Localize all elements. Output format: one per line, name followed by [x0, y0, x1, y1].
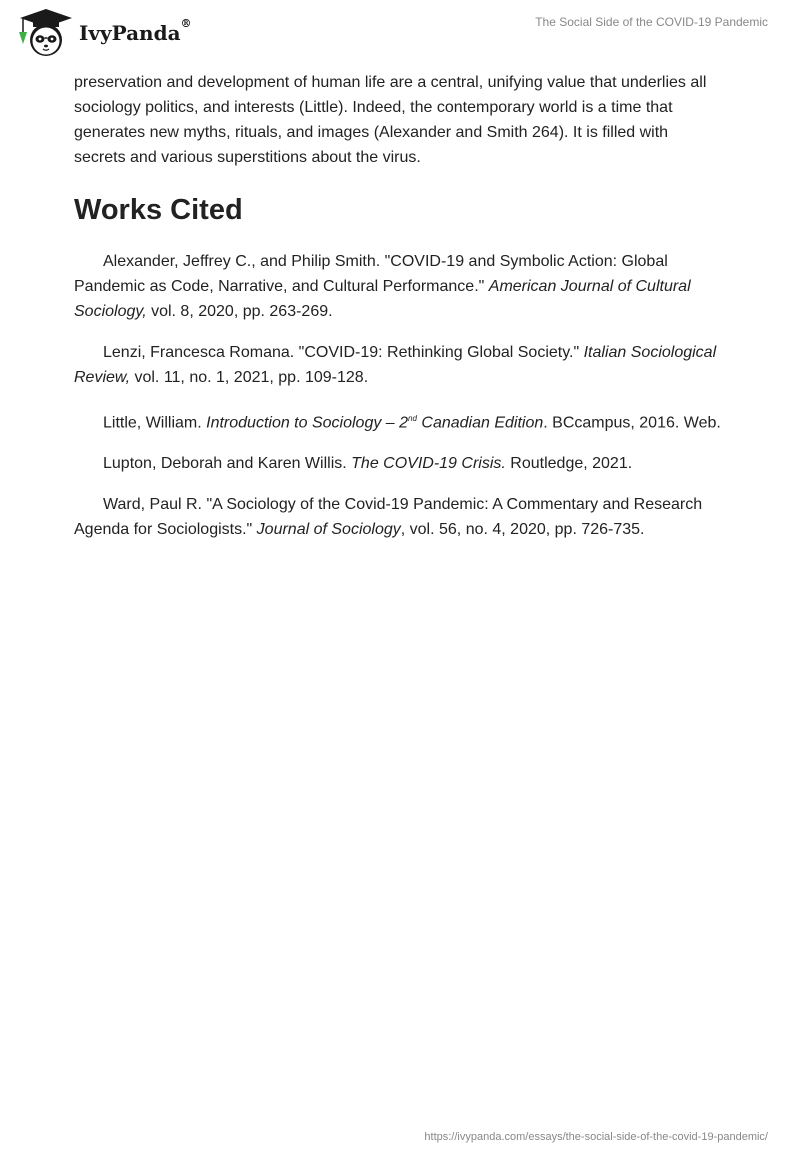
reference-entry: Ward, Paul R. "A Sociology of the Covid-19 Pandemic: A Commentary and Research Agenda for Sociologists." Journal of Sociology, vol. 56, no. 4, 2020, pp. 726-735.: [74, 496, 703, 539]
body-paragraph: preservation and development of human life are a central, unifying value that underlies all sociology politics, and interests (Little). Indeed, the contemporary world is a time that generates new myths, rituals, and images (Alexander and Smith 264). It is filled with secrets and various superstitions about the virus.: [74, 74, 707, 166]
reference-entry: Lenzi, Francesca Romana. "COVID-19: Rethinking Global Society." Italian Sociological Review, vol. 11, no. 1, 2021, pp. 109-128.: [74, 344, 717, 386]
panda-graduate-icon: [14, 8, 76, 58]
works-cited-heading: Works Cited: [74, 194, 243, 226]
reference-entry: Lupton, Deborah and Karen Willis. The COVID-19 Crisis. Routledge, 2021.: [103, 455, 633, 473]
logo-wordmark: IvyPanda®: [79, 17, 192, 45]
reference-entry: Little, William. Introduction to Sociology – 2nd Canadian Edition. BCcampus, 2016. Web.: [103, 414, 721, 432]
source-url-link[interactable]: https://ivypanda.com/essays/the-social-side-of-the-covid-19-pandemic/: [424, 1131, 768, 1143]
reference-entry: Alexander, Jeffrey C., and Philip Smith. "COVID-19 and Symbolic Action: Global Pandemic as Code, Narrative, and Cultural Performance." American Journal of Cultural Sociology, vol. 8, 2020, pp. 263-269.: [74, 253, 691, 320]
page-header: [0, 0, 800, 60]
ivypanda-logo[interactable]: [14, 8, 214, 58]
document-title: The Social Side of the COVID-19 Pandemic: [535, 15, 768, 29]
document-body: [74, 70, 724, 558]
